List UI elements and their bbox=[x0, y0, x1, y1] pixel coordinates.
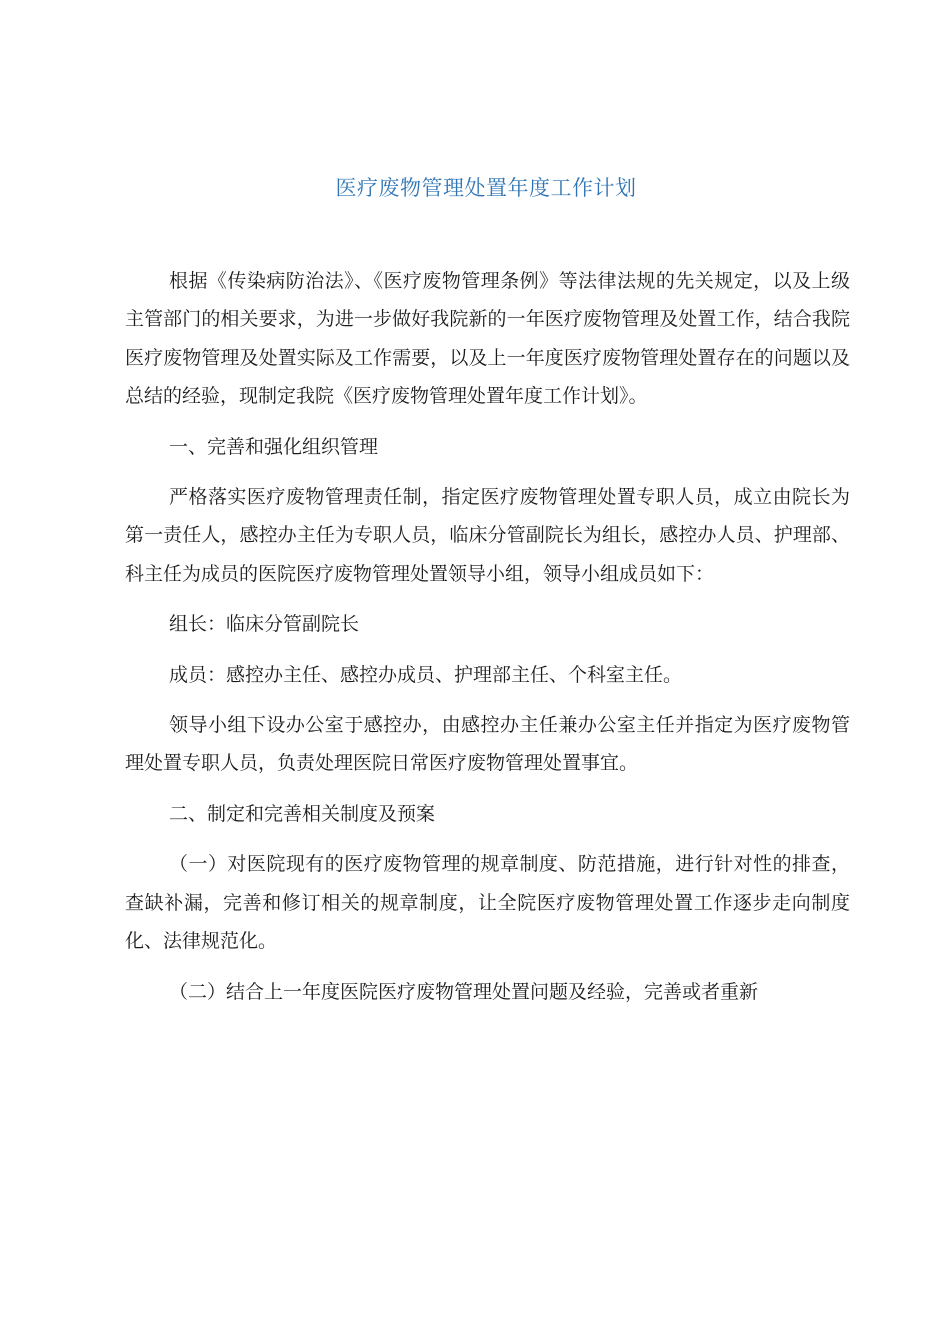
section-2-item-2: （二）结合上一年度医院医疗废物管理处置问题及经验，完善或者重新 bbox=[169, 980, 759, 1003]
document-title: 医疗废物管理处置年度工作计划 bbox=[335, 176, 637, 200]
intro-paragraph: 根据《传染病防治法》、《医疗废物管理条例》等法律法规的先关规定，以及上级主管部门的相关要求，为进一步做好我院新的一年医疗废物管理及处置工作，结合我院医疗废物管理及处置实际及工作需要，以及上一年度医疗废物管理处置存在的问题以及总结的经验，现制定我院《医疗废物管理处置年度工作计划》。 bbox=[125, 270, 850, 408]
section-2-item-1: （一）对医院现有的医疗废物管理的规章制度、防范措施，进行针对性的排查，查缺补漏，完善和修订相关的规章制度，让全院医疗废物管理处置工作逐步走向制度化、法律规范化。 bbox=[125, 853, 850, 953]
section-1-paragraph: 严格落实医疗废物管理责任制，指定医疗废物管理处置专职人员，成立由院长为第一责任人，感控办主任为专职人员，临床分管副院长为组长，感控办人员、护理部、科主任为成员的医院医疗废物管理处置领导小组，领导小组成员如下： bbox=[125, 486, 850, 585]
section-heading-1: 一、完善和强化组织管理 bbox=[169, 435, 379, 458]
document-body bbox=[125, 262, 850, 1023]
group-members-line: 成员：感控办主任、感控办成员、护理部主任、个科室主任。 bbox=[169, 663, 683, 686]
office-paragraph: 领导小组下设办公室于感控办，由感控办主任兼办公室主任并指定为医疗废物管理处置专职人员，负责处理医院日常医疗废物管理处置事宜。 bbox=[125, 714, 850, 775]
group-leader-line: 组长：临床分管副院长 bbox=[169, 613, 360, 636]
section-heading-2: 二、制定和完善相关制度及预案 bbox=[169, 802, 436, 825]
